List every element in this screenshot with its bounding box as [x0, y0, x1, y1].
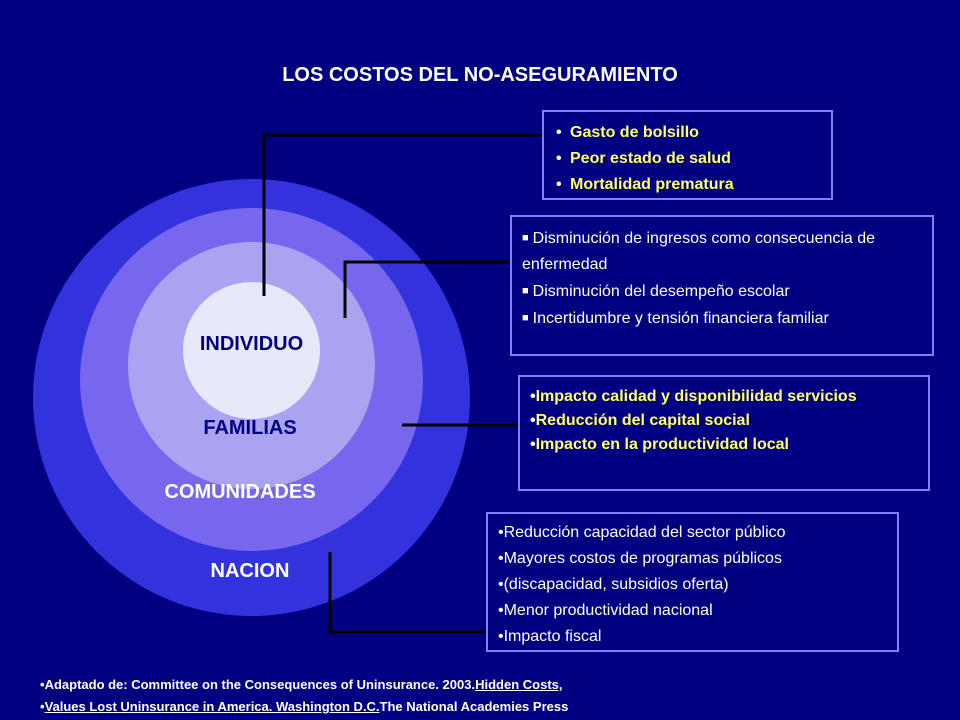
citation-title-link: Values Lost Uninsurance in America. Washington D.C.	[44, 699, 380, 714]
citation-title-link: Hidden Costs,	[475, 677, 563, 692]
square-bullet-icon: ■	[522, 285, 529, 297]
list-item: •Mayores costos de programas públicos	[498, 550, 782, 567]
list-item-text: Impacto en la productividad local	[535, 436, 789, 453]
citation-text: Adaptado de: Committee on the Consequences of Uninsurance. 2003.	[44, 677, 476, 692]
label-familias: FAMILIAS	[203, 417, 297, 439]
square-bullet-icon: ■	[522, 312, 529, 324]
citation-publisher: The National Academies Press	[379, 699, 569, 714]
list-item	[522, 278, 922, 305]
list-item-text: Disminución de ingresos como consecuencia de enfermedad	[522, 230, 876, 273]
list-item: • Mortalidad prematura	[556, 172, 821, 198]
list-item: •(discapacidad, subsidios oferta)	[498, 576, 729, 593]
familias-costs-box	[510, 215, 934, 356]
list-item	[530, 409, 918, 433]
page-title: LOS COSTOS DEL NO-ASEGURAMIENTO	[282, 64, 678, 86]
square-bullet-icon: ■	[522, 232, 529, 244]
bullet-icon: •	[530, 388, 536, 405]
list-item-text: Reducción del capital social	[535, 412, 750, 429]
list-item: •Menor productividad nacional	[498, 602, 713, 619]
individuo-costs-box	[542, 110, 833, 200]
list-item	[522, 305, 922, 332]
source-citation-line2: •Values Lost Uninsurance in America. Washington D.C.The National Academies Press	[40, 699, 569, 714]
connector-familias	[345, 262, 510, 318]
list-item: • Peor estado de salud	[556, 146, 821, 172]
list-item	[522, 225, 922, 278]
list-item-text: Incertidumbre y tensión financiera familiar	[532, 310, 829, 327]
connector-nacion	[330, 552, 486, 632]
list-item: •Impacto fiscal	[498, 628, 602, 645]
label-individuo: INDIVIDUO	[199, 333, 304, 355]
bullet-icon: •	[530, 436, 536, 453]
list-item	[530, 385, 918, 409]
list-item: • Gasto de bolsillo	[556, 120, 821, 146]
label-comunidades: COMUNIDADES	[164, 481, 316, 503]
connector-individuo	[264, 135, 542, 296]
comunidades-costs-box	[518, 375, 930, 491]
list-item-text: Disminución del desempeño escolar	[532, 283, 790, 300]
source-citation-line1: •Adaptado de: Committee on the Consequences of Uninsurance. 2003.Hidden Costs,	[40, 677, 563, 692]
list-item: •Reducción capacidad del sector público	[498, 524, 786, 541]
nacion-costs-box	[486, 512, 899, 652]
list-item	[530, 433, 918, 457]
bullet-icon: •	[530, 412, 536, 429]
list-item-text: Impacto calidad y disponibilidad servicios	[535, 388, 857, 405]
label-nacion: NACION	[210, 560, 290, 582]
